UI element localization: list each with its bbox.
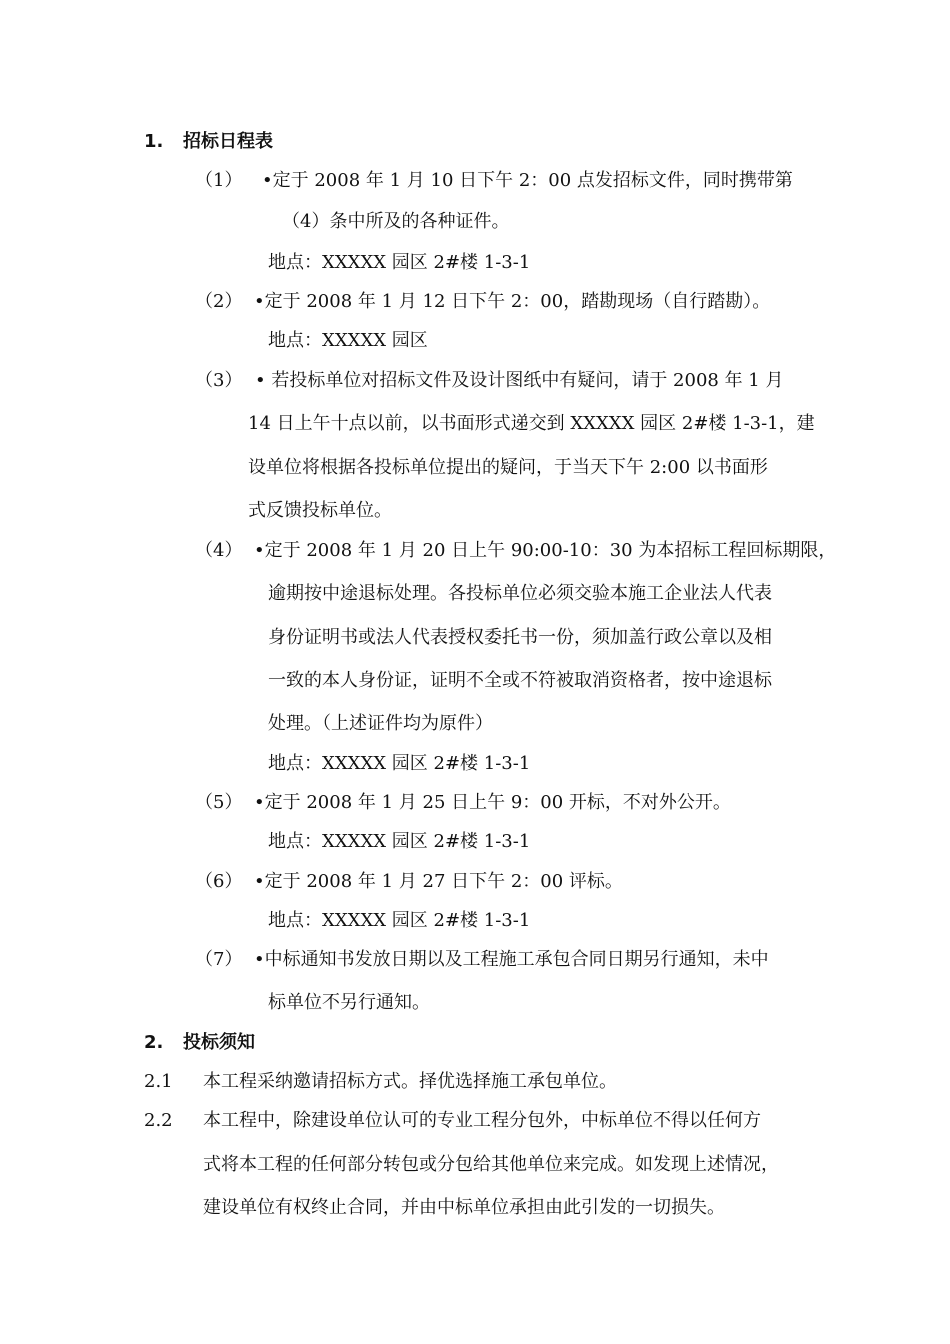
notice-2-1-line-1: 本工程采纳邀请招标方式。择优选择施工承包单位。	[203, 1071, 617, 1092]
schedule-item-4-line-4: 一致的本人身份证，证明不全或不符被取消资格者，按中途退标	[268, 670, 772, 691]
schedule-item-2-number: （2）	[195, 291, 243, 312]
schedule-item-5-number: （5）	[195, 792, 243, 813]
schedule-item-1-line-1: •定于 2008 年 1 月 10 日下午 2：00 点发招标文件，同时携带第	[262, 170, 793, 191]
schedule-item-7-number: （7）	[195, 949, 243, 970]
schedule-item-1-location: 地点：XXXXX 园区 2#楼 1-3-1	[268, 252, 531, 273]
schedule-item-6-line-1: •定于 2008 年 1 月 27 日下午 2：00 评标。	[254, 871, 623, 892]
section-2-title: 投标须知	[183, 1032, 255, 1053]
schedule-item-3-number: （3）	[195, 370, 243, 391]
section-1-title: 招标日程表	[183, 131, 273, 152]
notice-2-2-line-1: 本工程中，除建设单位认可的专业工程分包外，中标单位不得以任何方	[203, 1110, 761, 1131]
schedule-item-5-location: 地点：XXXXX 园区 2#楼 1-3-1	[268, 831, 531, 852]
schedule-item-4-line-3: 身份证明书或法人代表授权委托书一份，须加盖行政公章以及相	[268, 627, 772, 648]
notice-2-1-number: 2.1	[144, 1071, 173, 1092]
schedule-item-3-line-2: 14 日上午十点以前，以书面形式递交到 XXXXX 园区 2#楼 1-3-1，建	[248, 413, 815, 434]
schedule-item-2-line-1: •定于 2008 年 1 月 12 日下午 2：00，踏勘现场（自行踏勘）。	[254, 291, 771, 312]
section-1-number: 1.	[144, 131, 164, 152]
schedule-item-5-line-1: •定于 2008 年 1 月 25 日上午 9：00 开标，不对外公开。	[254, 792, 731, 813]
schedule-item-4-location: 地点：XXXXX 园区 2#楼 1-3-1	[268, 753, 531, 774]
schedule-item-6-number: （6）	[195, 871, 243, 892]
schedule-item-3-line-1: • 若投标单位对招标文件及设计图纸中有疑问，请于 2008 年 1 月	[255, 370, 784, 391]
section-2-number: 2.	[144, 1032, 164, 1053]
schedule-item-7-line-2: 标单位不另行通知。	[268, 992, 430, 1013]
notice-2-2-line-3: 建设单位有权终止合同，并由中标单位承担由此引发的一切损失。	[203, 1197, 725, 1218]
schedule-item-3-line-3: 设单位将根据各投标单位提出的疑问，于当天下午 2:00 以书面形	[248, 457, 768, 478]
schedule-item-3-line-4: 式反馈投标单位。	[248, 500, 392, 521]
schedule-item-7-line-1: •中标通知书发放日期以及工程施工承包合同日期另行通知，未中	[254, 949, 769, 970]
schedule-item-4-number: （4）	[195, 540, 243, 561]
schedule-item-1-line-2: （4）条中所及的各种证件。	[282, 211, 510, 232]
schedule-item-2-location: 地点：XXXXX 园区	[268, 330, 428, 351]
schedule-item-4-line-2: 逾期按中途退标处理。各投标单位必须交验本施工企业法人代表	[268, 583, 772, 604]
schedule-item-1-number: （1）	[195, 170, 243, 191]
schedule-item-4-line-5: 处理。（上述证件均为原件）	[268, 713, 493, 734]
schedule-item-6-location: 地点：XXXXX 园区 2#楼 1-3-1	[268, 910, 531, 931]
notice-2-2-number: 2.2	[144, 1110, 173, 1131]
notice-2-2-line-2: 式将本工程的任何部分转包或分包给其他单位来完成。如发现上述情况，	[203, 1154, 779, 1175]
schedule-item-4-line-1: •定于 2008 年 1 月 20 日上午 90:00-10：30 为本招标工程回标期限，	[254, 540, 837, 561]
